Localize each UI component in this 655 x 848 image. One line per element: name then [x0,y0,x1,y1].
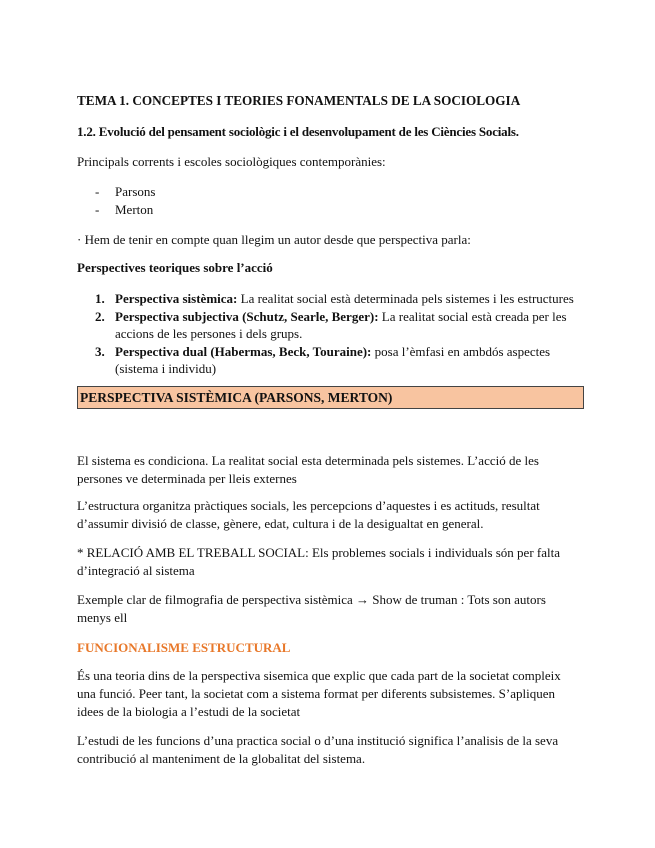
list-item [95,201,155,219]
list-item [95,343,587,377]
document-title: TEMA 1. CONCEPTES I TEORIES FONAMENTALS DE LA SOCIOLOGIA [77,93,521,108]
paragraph: És una teoria dins de la perspectiva sisemica que explic que cada part de la societat compleix una funció. Peer tant, la societat com a sistema format per diferents subsistemes. S’apliquen idees de la biologia a l’estudi de la societat [77,668,561,719]
currents-list [95,183,155,219]
perspective-name: Perspectiva subjectiva (Schutz, Searle, Berger): [115,309,379,324]
list-dash: - [95,202,100,217]
list-number: 3. [95,344,105,359]
perspective-name: Perspectiva dual (Habermas, Beck, Touraine): [115,344,372,359]
intro-text: Principals corrents i escoles sociològiques contemporànies: [77,154,386,169]
section-banner: PERSPECTIVA SISTÈMICA (PARSONS, MERTON) [77,386,584,409]
perspectives-heading: Perspectives teoriques sobre l’acció [77,260,273,275]
list-number: 2. [95,309,105,324]
perspective-text: posa l’èmfasi en ambdós aspectes (sistema i individu) [115,344,551,376]
paragraph: Exemple clar de filmografia de perspectiva sistèmica → Show de truman : Tots son autors menys ell [77,592,546,625]
perspectives-list [95,290,587,378]
paragraph: L’estudi de les funcions d’una practica social o d’una institució significa l’analisis de la seva contribució al manteniment de la globalitat del sistema. [77,733,559,766]
paragraph: L’estructura organitza pràctiques socials, les percepcions d’aquestes i es actituds, resultat d’assumir divisió de classe, gènere, edat, cultura i de la desigualtat en general. [77,498,540,531]
list-item [95,183,155,201]
note-text: · Hem de tenir en compte quan llegim un autor desde que perspectiva parla: [77,232,471,247]
perspective-text: La realitat social està creada per les accions de les persones i dels grups. [115,309,567,341]
perspective-name: Perspectiva sistèmica: [115,291,238,306]
list-item [95,290,587,307]
perspective-text: La realitat social està determinada pels sistemes i les estructures [237,291,574,306]
section-subtitle: 1.2. Evolució del pensament sociològic i el desenvolupament de les Ciències Socials. [77,124,519,139]
list-item-label: Parsons [115,184,156,199]
list-number: 1. [95,291,105,306]
list-item [95,308,587,342]
paragraph: * RELACIÓ AMB EL TREBALL SOCIAL: Els problemes socials i individuals són per falta d’integració al sistema [77,545,560,578]
list-item-label: Merton [115,202,154,217]
section-heading: FUNCIONALISME ESTRUCTURAL [77,640,291,655]
paragraph: El sistema es condiciona. La realitat social esta determinada pels sistemes. L’acció de les persones ve determinada per lleis externes [77,453,539,486]
list-dash: - [95,184,100,199]
